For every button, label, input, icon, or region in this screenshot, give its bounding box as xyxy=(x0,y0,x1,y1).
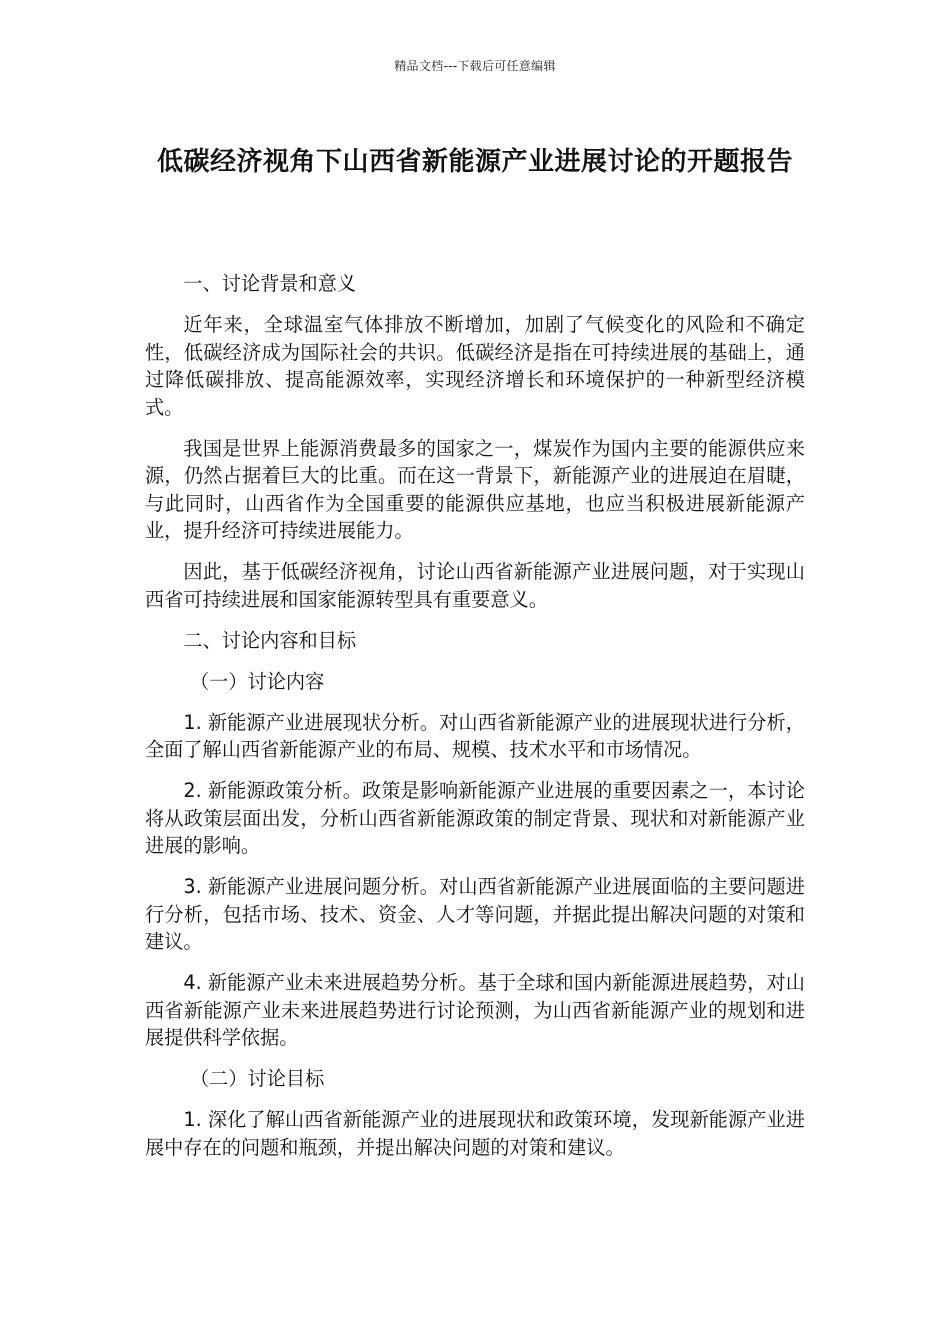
section-heading-background: 一、讨论背景和意义 xyxy=(183,272,357,295)
section-heading-content-goals: 二、讨论内容和目标 xyxy=(183,628,357,652)
paragraph: 近年来，全球温室气体排放不断增加，加剧了气候变化的风险和不确定性，低碳经济成为国际社会的共识。低碳经济是指在可持续进展的基础上，通过降低碳排放、提高能源效率，实现经济增长和环境保护的一种新型经济模式。 xyxy=(145,313,805,419)
subsection-heading-goals: （二）讨论目标 xyxy=(190,1067,325,1090)
paragraph: 因此，基于低碳经济视角，讨论山西省新能源产业进展问题，对于实现山西省可持续进展和国家能源转型具有重要意义。 xyxy=(145,560,805,611)
paragraph: 我国是世界上能源消费最多的国家之一，煤炭作为国内主要的能源供应来源，仍然占据着巨大的比重。而在这一背景下，新能源产业的进展迫在眉睫，与此同时，山西省作为全国重要的能源供应基地，也应当积极进展新能源产业，提升经济可持续进展能力。 xyxy=(145,436,805,542)
document-title: 低碳经济视角下山西省新能源产业进展讨论的开题报告 xyxy=(156,147,793,177)
header-note: 精品文档---下载后可任意编辑 xyxy=(394,59,556,73)
list-item: 1. 新能源产业进展现状分析。对山西省新能源产业的进展现状进行分析，全面了解山西省新能源产业的布局、规模、技术水平和市场情况。 xyxy=(145,710,805,761)
list-item: 4. 新能源产业未来进展趋势分析。基于全球和国内新能源进展趋势，对山西省新能源产业未来进展趋势进行讨论预测，为山西省新能源产业的规划和进展提供科学依据。 xyxy=(145,971,805,1049)
subsection-heading-content: （一）讨论内容 xyxy=(190,669,325,693)
list-item: 1. 深化了解山西省新能源产业的进展现状和政策环境，发现新能源产业进展中存在的问题和瓶颈，并提出解决问题的对策和建议。 xyxy=(145,1108,805,1159)
list-item: 3. 新能源产业进展问题分析。对山西省新能源产业进展面临的主要问题进行分析，包括市场、技术、资金、人才等问题，并据此提出解决问题的对策和建议。 xyxy=(145,875,805,953)
document-body xyxy=(145,270,805,1175)
list-item: 2. 新能源政策分析。政策是影响新能源产业进展的重要因素之一，本讨论将从政策层面出发，分析山西省新能源政策的制定背景、现状和对新能源产业进展的影响。 xyxy=(145,779,805,857)
